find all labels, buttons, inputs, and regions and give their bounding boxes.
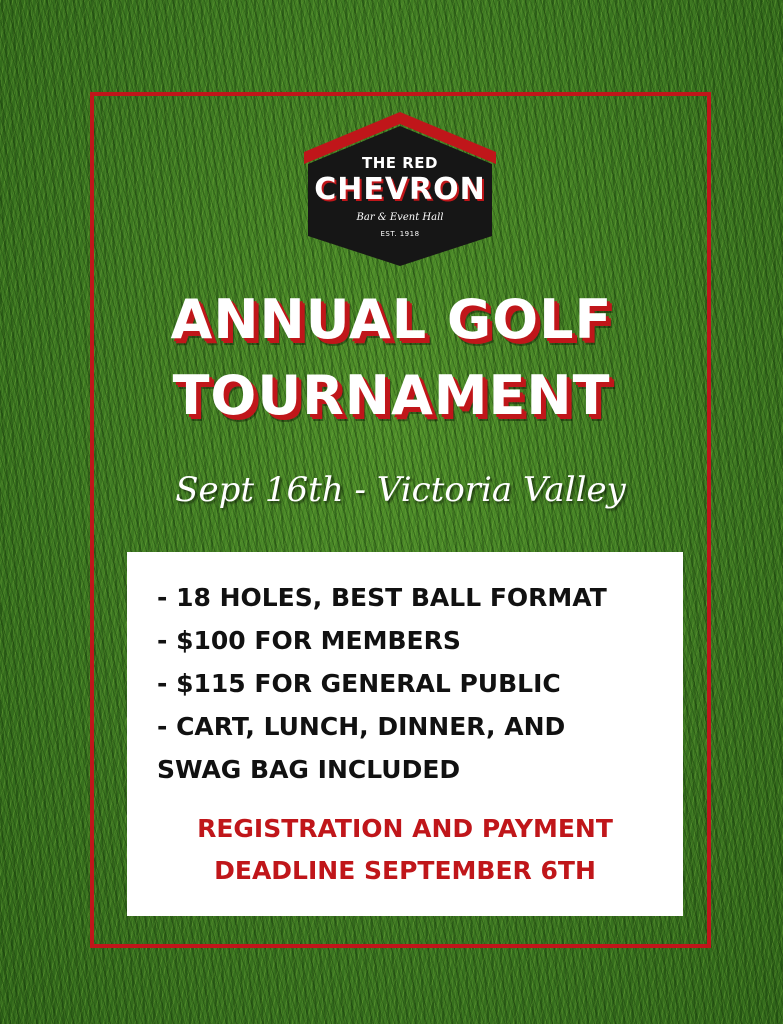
detail-item: - CART, LUNCH, DINNER, AND [157, 712, 566, 741]
deadline-line-1: REGISTRATION AND PAYMENT [197, 814, 613, 843]
headline-tournament: TOURNAMENT [172, 364, 611, 427]
detail-item: - $100 FOR MEMBERS [157, 626, 461, 655]
details-list [127, 552, 683, 791]
red-chevron-logo [298, 108, 502, 268]
detail-item: - 18 HOLES, BEST BALL FORMAT [157, 583, 607, 612]
event-date-location: Sept 16th - Victoria Valley [175, 470, 626, 510]
details-panel [127, 552, 683, 916]
logo-line-bar-event-hall: Bar & Event Hall [356, 212, 444, 223]
headline-annual-golf: ANNUAL GOLF [170, 288, 613, 351]
logo-line-established: EST. 1918 [380, 230, 420, 238]
detail-item: - $115 FOR GENERAL PUBLIC [157, 669, 561, 698]
deadline-line-2: DEADLINE SEPTEMBER 6TH [214, 856, 596, 885]
detail-item: SWAG BAG INCLUDED [157, 755, 461, 784]
logo-line-chevron: CHEVRON [314, 172, 486, 207]
logo-line-the-red: THE RED [361, 154, 438, 172]
